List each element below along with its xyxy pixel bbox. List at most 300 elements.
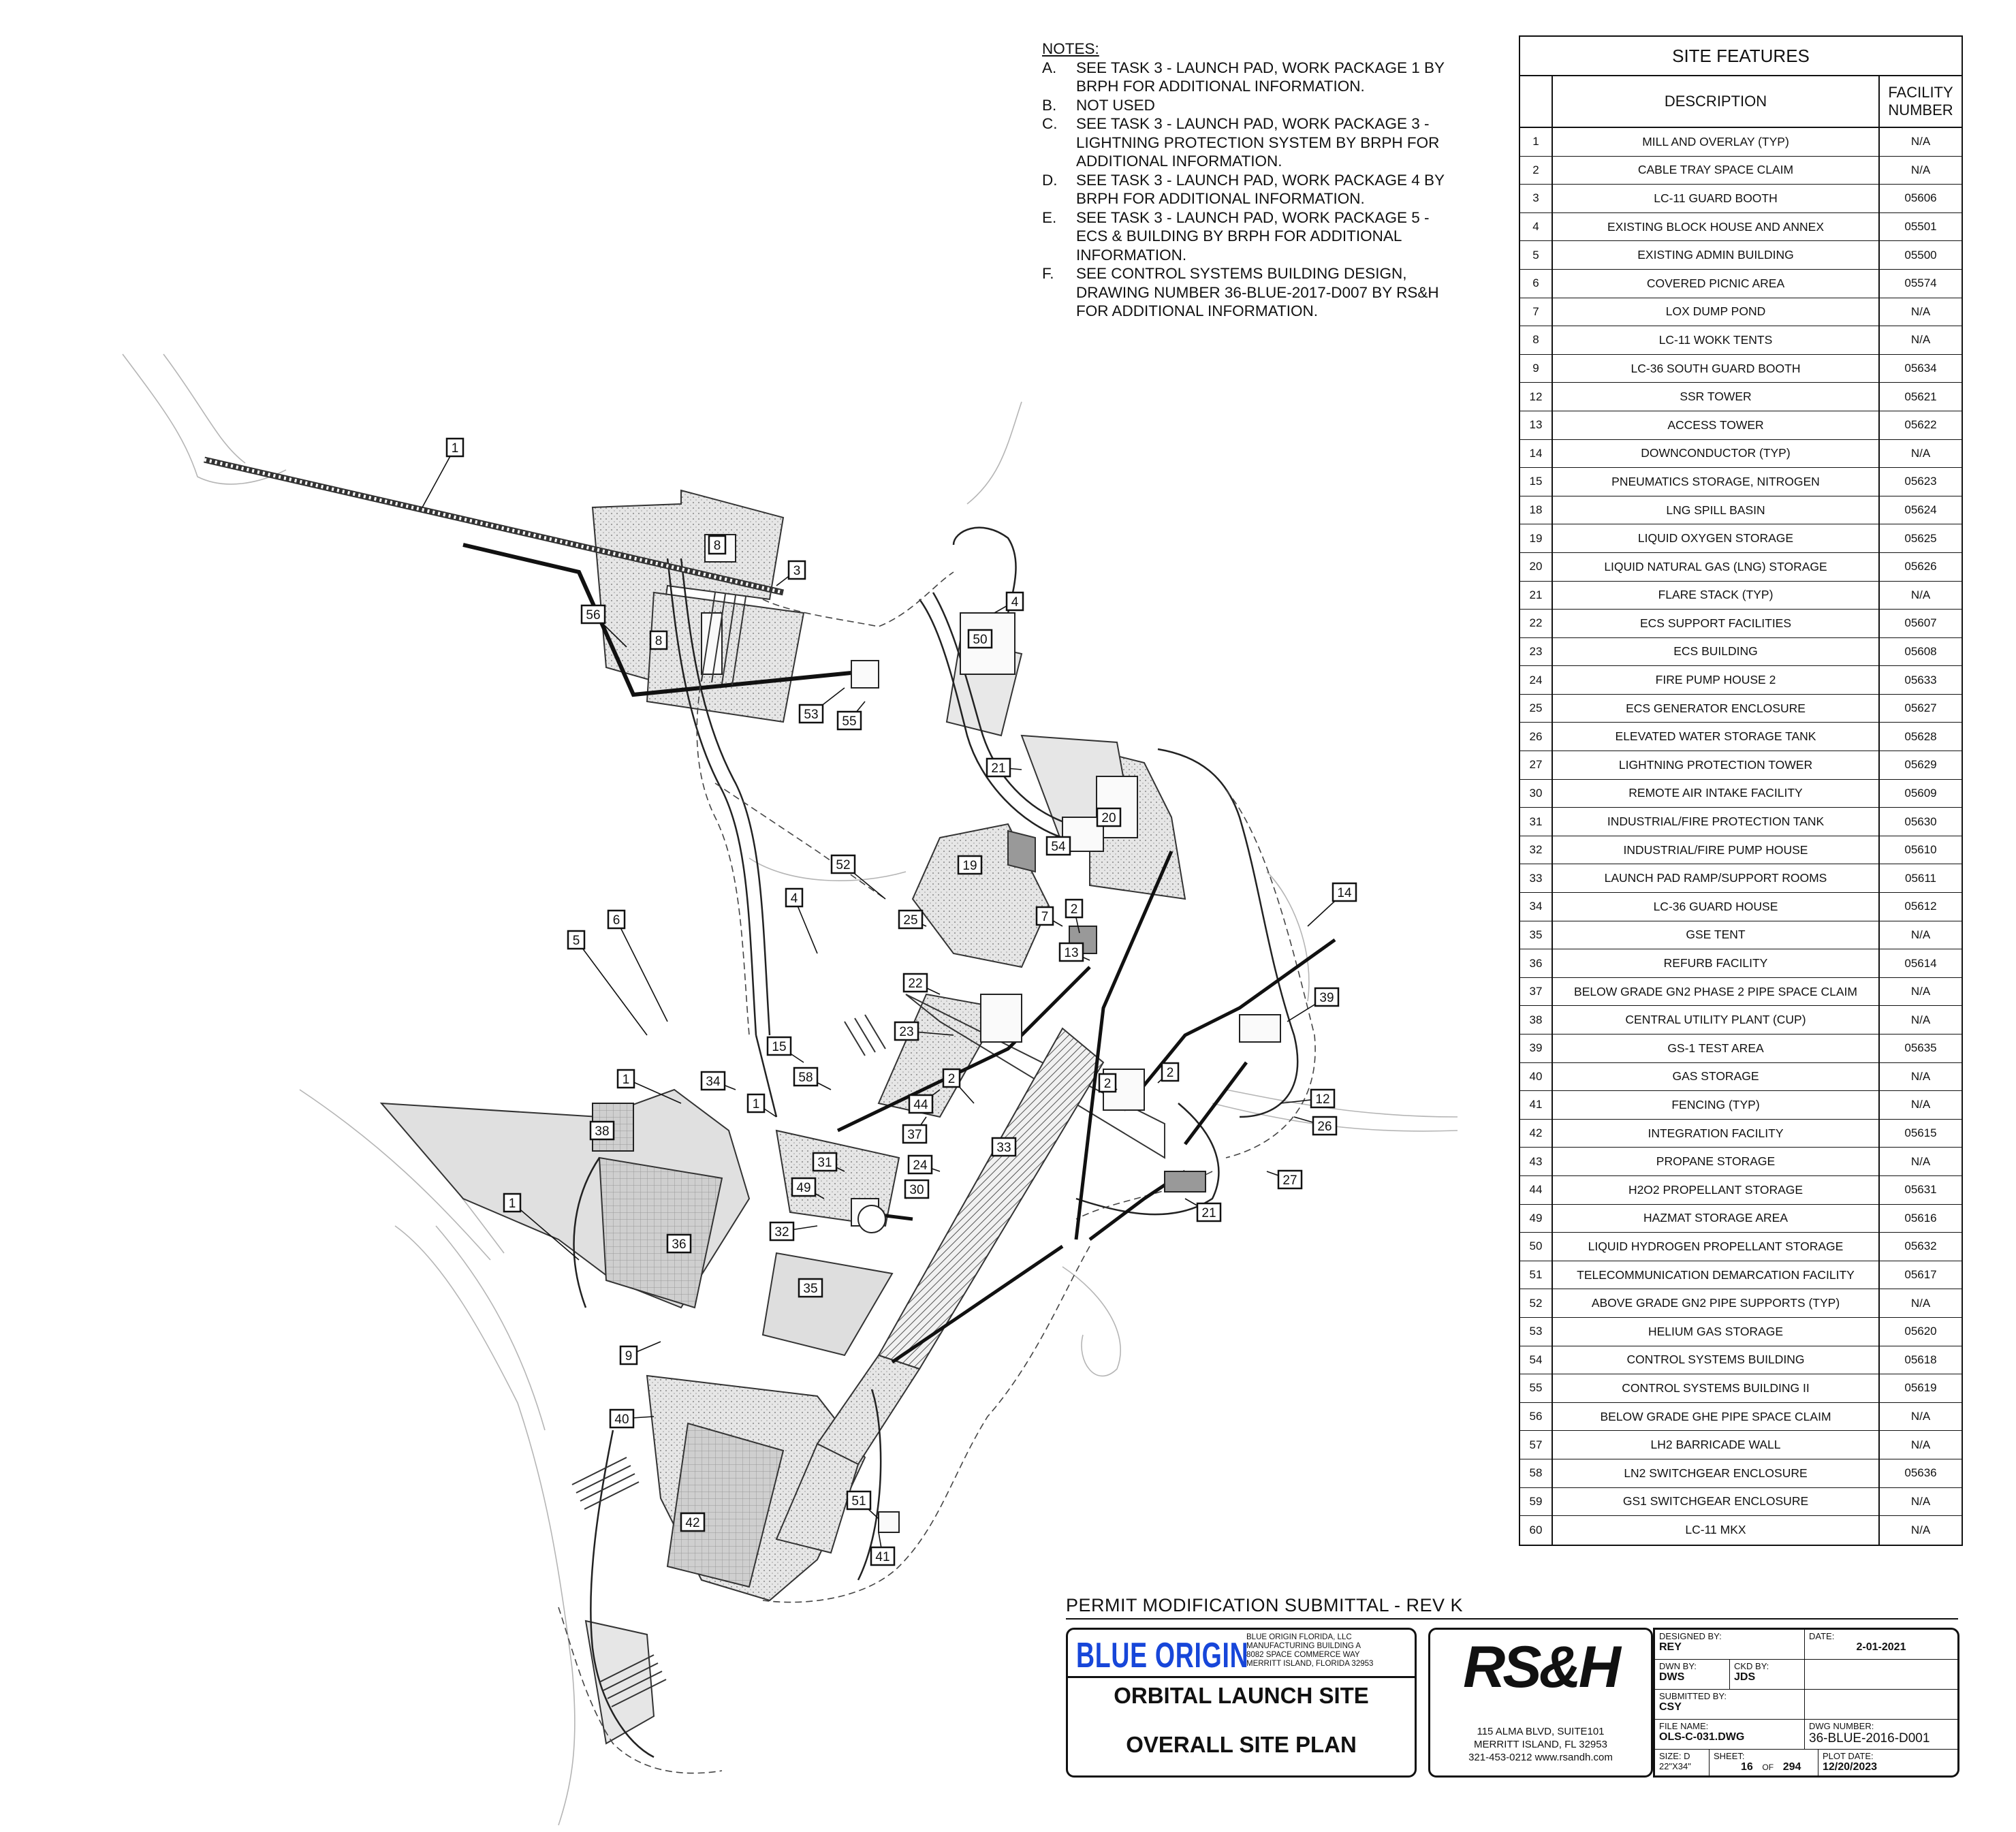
facility-number: 05635: [1904, 1041, 1937, 1055]
feature-number: 8: [1520, 326, 1553, 354]
callout-9: [620, 1342, 661, 1364]
note-text: SEE CONTROL SYSTEMS BUILDING DESIGN, DRAWING NUMBER 36-BLUE-2017-D007 BY RS&H FOR ADDITIONAL INFORMATION.: [1076, 265, 1439, 319]
table-row: [1520, 355, 1962, 383]
notes-list: [1042, 59, 1464, 321]
size-label: SIZE: D: [1659, 1751, 1690, 1761]
dwg-number-label: DWG NUMBER:: [1809, 1721, 1874, 1731]
submitted-by-cell: [1655, 1690, 1805, 1720]
callout-number: 1: [451, 441, 459, 456]
engineer-address-line: MERRITT ISLAND, FL 32953: [1474, 1739, 1607, 1750]
facility-number: N/A: [1910, 1069, 1931, 1083]
table-row: [1520, 638, 1962, 667]
callout-26: [1294, 1117, 1336, 1135]
callout-8: [709, 536, 725, 554]
callout-number: 1: [508, 1197, 516, 1211]
facility-number: 05630: [1904, 815, 1937, 828]
callout-leader: [576, 940, 647, 1035]
facility-number: N/A: [1910, 163, 1931, 176]
feature-description: REMOTE AIR INTAKE FACILITY: [1553, 780, 1880, 808]
callout-number: 3: [793, 564, 801, 578]
sheet-label: SHEET:: [1714, 1751, 1745, 1761]
feature-number: 27: [1520, 751, 1553, 779]
dwg-number-cell: [1805, 1720, 1957, 1750]
feature-description: LIQUID OXYGEN STORAGE: [1553, 524, 1880, 552]
facility-number: 05625: [1904, 531, 1937, 545]
callout-number: 14: [1337, 886, 1352, 900]
callout-number: 21: [1201, 1206, 1216, 1220]
sheet-total: 294: [1782, 1761, 1801, 1773]
file-name-value: OLS-C-031.DWG: [1659, 1731, 1745, 1743]
callout-number: 56: [586, 608, 601, 622]
table-row: [1520, 893, 1962, 921]
table-row: [1520, 978, 1962, 1007]
table-row: [1520, 1346, 1962, 1375]
feature-description: GSE TENT: [1553, 921, 1880, 949]
facility-number: 05609: [1904, 786, 1937, 800]
callout-number: 30: [909, 1183, 924, 1197]
note-letter: E.: [1042, 208, 1057, 226]
callout-number: 15: [772, 1040, 787, 1054]
callout-number: 42: [685, 1516, 700, 1530]
notes-title: NOTES:: [1042, 40, 1099, 57]
feature-number: 37: [1520, 978, 1553, 1006]
owner-address-line: MANUFACTURING BUILDING A: [1246, 1642, 1361, 1650]
feature-number: 42: [1520, 1120, 1553, 1148]
feature-number: 19: [1520, 524, 1553, 552]
feature-description: LC-11 WOKK TENTS: [1553, 326, 1880, 354]
feature-description: LC-11 MKX: [1553, 1516, 1880, 1545]
facility-number: N/A: [1910, 985, 1931, 998]
feature-description: EXISTING BLOCK HOUSE AND ANNEX: [1553, 213, 1880, 241]
callout-6: [608, 911, 667, 1022]
project-name: ORBITAL LAUNCH SITE: [1114, 1683, 1369, 1708]
table-row: [1520, 1091, 1962, 1120]
callout-number: 36: [672, 1237, 687, 1252]
callout-52: [832, 855, 885, 899]
feature-number: 7: [1520, 298, 1553, 326]
table-row: [1520, 440, 1962, 469]
callout-number: 20: [1101, 811, 1116, 825]
facility-number: N/A: [1910, 1013, 1931, 1026]
facility-number: 05629: [1904, 758, 1937, 772]
table-row: [1520, 723, 1962, 751]
note-text: SEE TASK 3 - LAUNCH PAD, WORK PACKAGE 1 BY BRPH FOR ADDITIONAL INFORMATION.: [1076, 59, 1445, 95]
table-row: [1520, 128, 1962, 157]
facility-number: 05621: [1904, 390, 1937, 403]
engineer-address: [1430, 1725, 1651, 1764]
feature-description: HAZMAT STORAGE AREA: [1553, 1205, 1880, 1233]
callout-51: [847, 1491, 879, 1519]
table-row: [1520, 808, 1962, 836]
table-row: [1520, 1233, 1962, 1261]
feature-description: REFURB FACILITY: [1553, 949, 1880, 977]
callout-50: [968, 630, 992, 648]
feature-description: ELEVATED WATER STORAGE TANK: [1553, 723, 1880, 751]
facility-number: 05615: [1904, 1126, 1937, 1140]
note-letter: C.: [1042, 115, 1058, 132]
table-row: [1520, 864, 1962, 893]
facility-number: 05634: [1904, 362, 1937, 375]
feature-description: LC-36 GUARD HOUSE: [1553, 893, 1880, 921]
table-row: [1520, 1176, 1962, 1205]
feature-number: 22: [1520, 610, 1553, 637]
callout-number: 44: [913, 1098, 928, 1112]
feature-description: LC-11 GUARD BOOTH: [1553, 185, 1880, 212]
table-row: [1520, 695, 1962, 723]
callout-number: 2: [1166, 1066, 1174, 1080]
table-row: [1520, 1289, 1962, 1318]
blank-cell-2: [1805, 1690, 1957, 1720]
facility-number: 05636: [1904, 1466, 1937, 1480]
table-row: [1520, 921, 1962, 950]
note-text: SEE TASK 3 - LAUNCH PAD, WORK PACKAGE 4 BY BRPH FOR ADDITIONAL INFORMATION.: [1076, 171, 1445, 207]
feature-description: HELIUM GAS STORAGE: [1553, 1318, 1880, 1346]
feature-number: 6: [1520, 270, 1553, 298]
feature-description: LIQUID HYDROGEN PROPELLANT STORAGE: [1553, 1233, 1880, 1261]
facility-number: N/A: [1910, 1296, 1931, 1310]
feature-number: 26: [1520, 723, 1553, 751]
note-letter: D.: [1042, 171, 1058, 189]
plot-date-cell: [1818, 1750, 1957, 1775]
callout-number: 58: [798, 1071, 813, 1085]
table-row: [1520, 610, 1962, 638]
table-row: [1520, 326, 1962, 355]
file-name-label: FILE NAME:: [1659, 1721, 1709, 1731]
note-letter: B.: [1042, 96, 1057, 114]
feature-description: COVERED PICNIC AREA: [1553, 270, 1880, 298]
site-features-rows: [1520, 128, 1962, 1545]
facility-number: 05620: [1904, 1325, 1937, 1338]
table-row: [1520, 666, 1962, 695]
facility-number: 05618: [1904, 1353, 1937, 1366]
callout-39: [1287, 988, 1338, 1022]
callout-37: [903, 1117, 926, 1143]
brand-row: [1068, 1630, 1415, 1678]
callout-number: 6: [612, 913, 620, 928]
feature-description: SSR TOWER: [1553, 383, 1880, 411]
note-item: [1042, 59, 1464, 96]
table-row: [1520, 1006, 1962, 1035]
feature-number: 51: [1520, 1261, 1553, 1289]
callout-25: [899, 911, 926, 928]
feature-number: 30: [1520, 780, 1553, 808]
feature-number: 36: [1520, 949, 1553, 977]
feature-number: 58: [1520, 1459, 1553, 1487]
callout-number: 26: [1317, 1120, 1332, 1134]
submitted-by-value: CSY: [1659, 1701, 1682, 1713]
table-row: [1520, 949, 1962, 978]
facility-number: 05633: [1904, 673, 1937, 686]
feature-description: CONTROL SYSTEMS BUILDING II: [1553, 1374, 1880, 1402]
feature-description: LIQUID NATURAL GAS (LNG) STORAGE: [1553, 553, 1880, 581]
feature-number: 60: [1520, 1516, 1553, 1545]
blank-cell: [1805, 1660, 1957, 1690]
feature-description: ECS SUPPORT FACILITIES: [1553, 610, 1880, 637]
dwn-by-label: DWN BY:: [1659, 1661, 1697, 1671]
feature-number: 14: [1520, 440, 1553, 468]
feature-number: 4: [1520, 213, 1553, 241]
feature-description: LAUNCH PAD RAMP/SUPPORT ROOMS: [1553, 864, 1880, 892]
callout-number: 5: [572, 934, 580, 948]
callout-number: 31: [817, 1156, 832, 1170]
callout-30: [905, 1180, 928, 1199]
feature-description: LNG SPILL BASIN: [1553, 496, 1880, 524]
notes-block: [1042, 40, 1464, 321]
callout-number: 19: [962, 859, 977, 873]
callout-number: 2: [947, 1072, 956, 1086]
callout-38: [590, 1122, 614, 1139]
callout-14: [1308, 883, 1356, 926]
site-features-title: SITE FEATURES: [1520, 37, 1962, 76]
sheet-of: OF: [1762, 1763, 1774, 1772]
feature-number: 13: [1520, 411, 1553, 439]
plot-date-value: 12/20/2023: [1823, 1761, 1878, 1773]
owner-title-block: [1066, 1628, 1417, 1778]
feature-number: 24: [1520, 666, 1553, 694]
date-cell: [1805, 1630, 1957, 1660]
feature-number: 34: [1520, 893, 1553, 921]
feature-description: INDUSTRIAL/FIRE PROTECTION TANK: [1553, 808, 1880, 836]
callout-number: 53: [804, 708, 819, 722]
feature-number: 20: [1520, 553, 1553, 581]
feature-number: 49: [1520, 1205, 1553, 1233]
facility-number: 05500: [1904, 248, 1937, 262]
facility-number: 05612: [1904, 900, 1937, 913]
table-row: [1520, 411, 1962, 440]
site-features-table: [1519, 35, 1963, 1546]
facility-number: N/A: [1910, 1494, 1931, 1508]
facility-number: N/A: [1910, 135, 1931, 148]
size-cell: [1655, 1750, 1710, 1775]
feature-number: 25: [1520, 695, 1553, 723]
table-row: [1520, 1261, 1962, 1290]
feature-description: PNEUMATICS STORAGE, NITROGEN: [1553, 468, 1880, 496]
feature-description: ACCESS TOWER: [1553, 411, 1880, 439]
table-row: [1520, 241, 1962, 270]
sheet-title: OVERALL SITE PLAN: [1126, 1732, 1357, 1757]
callout-number: 41: [875, 1550, 890, 1564]
callout-number: 35: [803, 1282, 818, 1296]
table-row: [1520, 553, 1962, 582]
callout-number: 25: [903, 913, 918, 928]
feature-number: 2: [1520, 157, 1553, 185]
feature-number: 41: [1520, 1091, 1553, 1119]
callout-number: 4: [790, 891, 798, 906]
col-number-header: [1520, 76, 1553, 127]
owner-address: [1246, 1633, 1373, 1669]
callout-42: [681, 1513, 704, 1531]
callout-number: 34: [706, 1075, 721, 1089]
callout-number: 40: [614, 1412, 629, 1427]
owner-address-line: MERRITT ISLAND, FLORIDA 32953: [1246, 1660, 1374, 1668]
facility-number: 05610: [1904, 843, 1937, 857]
drawing-info-block: [1653, 1628, 1959, 1778]
feature-number: 23: [1520, 638, 1553, 666]
engineer-address-line: 321-453-0212 www.rsandh.com: [1468, 1752, 1613, 1763]
callout-4: [786, 889, 817, 953]
feature-description: LOX DUMP POND: [1553, 298, 1880, 326]
feature-number: 5: [1520, 241, 1553, 269]
feature-description: DOWNCONDUCTOR (TYP): [1553, 440, 1880, 468]
callout-21: [987, 759, 1022, 776]
callout-number: 8: [655, 634, 663, 648]
feature-number: 9: [1520, 355, 1553, 383]
feature-description: MILL AND OVERLAY (TYP): [1553, 128, 1880, 156]
blue-origin-logo: BLUE ORIGIN: [1076, 1636, 1249, 1675]
callout-number: 9: [625, 1349, 633, 1363]
feature-number: 40: [1520, 1063, 1553, 1091]
facility-number: N/A: [1910, 1438, 1931, 1451]
size-value: 22"X34": [1659, 1761, 1691, 1771]
feature-description: CENTRAL UTILITY PLANT (CUP): [1553, 1006, 1880, 1034]
table-row: [1520, 157, 1962, 185]
feature-description: LIGHTNING PROTECTION TOWER: [1553, 751, 1880, 779]
date-value: 2-01-2021: [1856, 1641, 1906, 1653]
sheet-value: 16: [1741, 1761, 1753, 1773]
note-item: [1042, 114, 1464, 171]
ckd-by-value: JDS: [1734, 1671, 1756, 1683]
feature-description: INTEGRATION FACILITY: [1553, 1120, 1880, 1148]
engineer-address-line: 115 ALMA BLVD, SUITE101: [1477, 1726, 1605, 1737]
facility-number: N/A: [1910, 1154, 1931, 1168]
feature-number: 39: [1520, 1035, 1553, 1062]
ckd-by-cell: [1730, 1660, 1805, 1690]
plot-date-label: PLOT DATE:: [1823, 1751, 1874, 1761]
facility-number: N/A: [1910, 588, 1931, 601]
note-text: NOT USED: [1076, 96, 1155, 114]
feature-description: CABLE TRAY SPACE CLAIM: [1553, 157, 1880, 185]
table-row: [1520, 468, 1962, 496]
callout-4: [994, 593, 1023, 613]
callout-number: 8: [713, 539, 721, 553]
facility-number: 05622: [1904, 418, 1937, 432]
callout-34: [702, 1072, 736, 1090]
rsh-logo: RS&H: [1463, 1634, 1618, 1700]
callout-number: 24: [913, 1158, 928, 1173]
date-label: DATE:: [1809, 1631, 1835, 1641]
submitted-by-label: SUBMITTED BY:: [1659, 1691, 1727, 1701]
callout-40: [610, 1410, 654, 1427]
callout-3: [776, 561, 805, 586]
feature-description: EXISTING ADMIN BUILDING: [1553, 241, 1880, 269]
feature-description: ECS BUILDING: [1553, 638, 1880, 666]
note-item: [1042, 171, 1464, 208]
feature-description: PROPANE STORAGE: [1553, 1148, 1880, 1175]
facility-number: N/A: [1910, 446, 1931, 460]
table-row: [1520, 1516, 1962, 1545]
facility-number: N/A: [1910, 1410, 1931, 1423]
table-row: [1520, 1035, 1962, 1063]
feature-number: 43: [1520, 1148, 1553, 1175]
callout-number: 22: [908, 977, 923, 991]
feature-number: 35: [1520, 921, 1553, 949]
facility-number: 05574: [1904, 277, 1937, 290]
callout-1: [422, 439, 463, 507]
engineer-title-block: [1428, 1628, 1653, 1778]
callout-5: [568, 931, 647, 1035]
feature-number: 56: [1520, 1403, 1553, 1431]
note-item: [1042, 96, 1464, 115]
callout-number: 39: [1319, 991, 1334, 1005]
facility-number: 05607: [1904, 616, 1937, 630]
sheet-cell: [1710, 1750, 1818, 1775]
facility-number: N/A: [1910, 1523, 1931, 1536]
callout-number: 1: [752, 1097, 760, 1111]
callout-54: [1047, 837, 1070, 855]
feature-number: 1: [1520, 128, 1553, 156]
callout-number: 21: [991, 761, 1006, 776]
callout-24: [909, 1156, 940, 1173]
callout-2: [1099, 1074, 1117, 1092]
facility-number: 05617: [1904, 1268, 1937, 1282]
feature-description: BELOW GRADE GHE PIPE SPACE CLAIM: [1553, 1403, 1880, 1431]
feature-number: 44: [1520, 1176, 1553, 1204]
callout-36: [667, 1235, 691, 1252]
feature-number: 32: [1520, 836, 1553, 864]
table-row: [1520, 780, 1962, 808]
callout-number: 50: [973, 633, 988, 647]
callout-22: [904, 974, 940, 994]
feature-number: 12: [1520, 383, 1553, 411]
callout-number: 27: [1282, 1173, 1297, 1188]
owner-address-line: 8082 SPACE COMMERCE WAY: [1246, 1651, 1360, 1659]
table-row: [1520, 496, 1962, 525]
permit-status: PERMIT MODIFICATION SUBMITTAL - REV K: [1066, 1595, 1464, 1615]
table-row: [1520, 1120, 1962, 1148]
dwn-by-value: DWS: [1659, 1671, 1685, 1683]
callout-number: 54: [1051, 840, 1066, 854]
table-row: [1520, 1403, 1962, 1432]
dwn-by-cell: [1655, 1660, 1730, 1690]
callout-number: 37: [907, 1128, 922, 1142]
facility-number: 05614: [1904, 956, 1937, 970]
facility-number: 05608: [1904, 644, 1937, 658]
note-letter: F.: [1042, 265, 1054, 282]
table-row: [1520, 751, 1962, 780]
feature-number: 55: [1520, 1374, 1553, 1402]
site-features-header: [1520, 76, 1962, 128]
facility-number: N/A: [1910, 304, 1931, 318]
callout-8: [650, 631, 667, 649]
table-row: [1520, 185, 1962, 213]
feature-number: 54: [1520, 1346, 1553, 1374]
facility-number: N/A: [1910, 1098, 1931, 1111]
facility-number: N/A: [1910, 928, 1931, 941]
callout-number: 32: [774, 1225, 789, 1239]
table-row: [1520, 582, 1962, 610]
facility-number: 05611: [1904, 871, 1936, 885]
table-row: [1520, 524, 1962, 553]
note-letter: A.: [1042, 59, 1057, 76]
callout-number: 12: [1315, 1092, 1330, 1107]
table-row: [1520, 383, 1962, 411]
feature-number: 31: [1520, 808, 1553, 836]
feature-description: ABOVE GRADE GN2 PIPE SUPPORTS (TYP): [1553, 1289, 1880, 1317]
callout-number: 52: [836, 858, 851, 872]
facility-number: 05627: [1904, 701, 1937, 715]
facility-number: 05606: [1904, 191, 1937, 205]
feature-number: 15: [1520, 468, 1553, 496]
note-text: SEE TASK 3 - LAUNCH PAD, WORK PACKAGE 3 - LIGHTNING PROTECTION SYSTEM BY BRPH FOR ADDITIONAL INFORMATION.: [1076, 115, 1440, 170]
feature-description: FENCING (TYP): [1553, 1091, 1880, 1119]
note-item: [1042, 208, 1464, 265]
feature-number: 53: [1520, 1318, 1553, 1346]
feature-description: CONTROL SYSTEMS BUILDING: [1553, 1346, 1880, 1374]
table-row: [1520, 1205, 1962, 1233]
facility-number: 05623: [1904, 475, 1937, 488]
permit-underline: [1066, 1618, 1958, 1620]
facility-number: 05619: [1904, 1381, 1937, 1395]
